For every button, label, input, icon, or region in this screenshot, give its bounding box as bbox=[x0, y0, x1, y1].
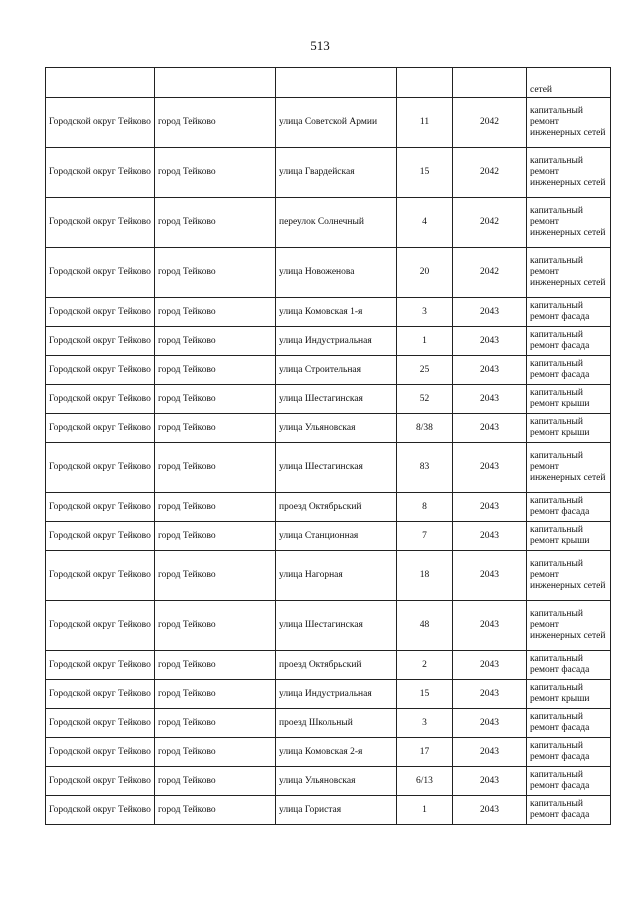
year-cell: 2042 bbox=[453, 148, 527, 198]
city-cell: город Тейково bbox=[155, 767, 276, 796]
year-cell: 2043 bbox=[453, 767, 527, 796]
repair-schedule-table bbox=[45, 67, 611, 825]
street-cell: улица Гористая bbox=[276, 796, 397, 825]
year-cell: 2043 bbox=[453, 522, 527, 551]
work-type-cell: капитальный ремонт фасада bbox=[527, 356, 611, 385]
page-number: 513 bbox=[310, 38, 330, 53]
district-cell: Городской округ Тейково bbox=[46, 248, 155, 298]
table-row bbox=[46, 148, 611, 198]
district-cell: Городской округ Тейково bbox=[46, 601, 155, 651]
work-type-cell: капитальный ремонт инженерных сетей bbox=[527, 98, 611, 148]
house-cell: 6/13 bbox=[397, 767, 453, 796]
house-cell: 18 bbox=[397, 551, 453, 601]
house-cell: 1 bbox=[397, 796, 453, 825]
house-cell: 2 bbox=[397, 651, 453, 680]
work-type-cell: капитальный ремонт крыши bbox=[527, 385, 611, 414]
house-cell: 8/38 bbox=[397, 414, 453, 443]
street-cell: улица Шестагинская bbox=[276, 385, 397, 414]
work-type-cell: капитальный ремонт фасада bbox=[527, 796, 611, 825]
table-row bbox=[46, 738, 611, 767]
table-body bbox=[46, 68, 611, 825]
year-cell: 2042 bbox=[453, 248, 527, 298]
street-cell: улица Ульяновская bbox=[276, 767, 397, 796]
table-row bbox=[46, 709, 611, 738]
district-cell: Городской округ Тейково bbox=[46, 709, 155, 738]
house-cell: 4 bbox=[397, 198, 453, 248]
city-cell: город Тейково bbox=[155, 796, 276, 825]
city-cell: город Тейково bbox=[155, 248, 276, 298]
table-row bbox=[46, 522, 611, 551]
work-type-cell: капитальный ремонт инженерных сетей bbox=[527, 443, 611, 493]
city-cell: город Тейково bbox=[155, 601, 276, 651]
street-cell: улица Индустриальная bbox=[276, 680, 397, 709]
street-cell: улица Станционная bbox=[276, 522, 397, 551]
district-cell: Городской округ Тейково bbox=[46, 738, 155, 767]
street-cell: переулок Солнечный bbox=[276, 198, 397, 248]
table-row bbox=[46, 651, 611, 680]
street-cell: улица Новоженова bbox=[276, 248, 397, 298]
house-cell: 3 bbox=[397, 298, 453, 327]
street-cell: проезд Октябрьский bbox=[276, 493, 397, 522]
work-type-cell: капитальный ремонт фасада bbox=[527, 493, 611, 522]
house-cell: 83 bbox=[397, 443, 453, 493]
table-row bbox=[46, 327, 611, 356]
table-row bbox=[46, 680, 611, 709]
house-cell: 1 bbox=[397, 327, 453, 356]
table-row-continuation bbox=[46, 68, 611, 98]
city-cell: город Тейково bbox=[155, 443, 276, 493]
street-cell: улица Шестагинская bbox=[276, 601, 397, 651]
work-type-cell: капитальный ремонт инженерных сетей bbox=[527, 601, 611, 651]
district-cell: Городской округ Тейково bbox=[46, 356, 155, 385]
table-row bbox=[46, 298, 611, 327]
work-type-cell: капитальный ремонт крыши bbox=[527, 522, 611, 551]
street-cell: улица Советской Армии bbox=[276, 98, 397, 148]
work-type-cell: капитальный ремонт крыши bbox=[527, 414, 611, 443]
work-type-cell: капитальный ремонт фасада bbox=[527, 767, 611, 796]
district-cell bbox=[46, 68, 155, 98]
house-cell: 20 bbox=[397, 248, 453, 298]
year-cell: 2043 bbox=[453, 738, 527, 767]
street-cell: улица Гвардейская bbox=[276, 148, 397, 198]
table-row bbox=[46, 414, 611, 443]
work-type-cell: капитальный ремонт инженерных сетей bbox=[527, 148, 611, 198]
district-cell: Городской округ Тейково bbox=[46, 767, 155, 796]
city-cell: город Тейково bbox=[155, 356, 276, 385]
city-cell bbox=[155, 68, 276, 98]
city-cell: город Тейково bbox=[155, 709, 276, 738]
house-cell: 15 bbox=[397, 680, 453, 709]
table-row bbox=[46, 248, 611, 298]
street-cell: улица Шестагинская bbox=[276, 443, 397, 493]
city-cell: город Тейково bbox=[155, 551, 276, 601]
year-cell: 2043 bbox=[453, 356, 527, 385]
city-cell: город Тейково bbox=[155, 148, 276, 198]
street-cell: улица Комовская 1-я bbox=[276, 298, 397, 327]
work-type-cell: капитальный ремонт фасада bbox=[527, 298, 611, 327]
city-cell: город Тейково bbox=[155, 651, 276, 680]
work-type-cell: капитальный ремонт фасада bbox=[527, 651, 611, 680]
year-cell: 2043 bbox=[453, 327, 527, 356]
year-cell bbox=[453, 68, 527, 98]
year-cell: 2043 bbox=[453, 601, 527, 651]
work-type-cell: капитальный ремонт фасада bbox=[527, 709, 611, 738]
work-type-cell: капитальный ремонт инженерных сетей bbox=[527, 248, 611, 298]
city-cell: город Тейково bbox=[155, 327, 276, 356]
district-cell: Городской округ Тейково bbox=[46, 651, 155, 680]
year-cell: 2043 bbox=[453, 385, 527, 414]
street-cell: улица Строительная bbox=[276, 356, 397, 385]
table-row bbox=[46, 601, 611, 651]
year-cell: 2043 bbox=[453, 443, 527, 493]
district-cell: Городской округ Тейково bbox=[46, 493, 155, 522]
house-cell: 11 bbox=[397, 98, 453, 148]
table-row bbox=[46, 198, 611, 248]
house-cell: 52 bbox=[397, 385, 453, 414]
house-cell: 17 bbox=[397, 738, 453, 767]
work-type-cell: капитальный ремонт инженерных сетей bbox=[527, 198, 611, 248]
house-cell: 8 bbox=[397, 493, 453, 522]
work-type-cell: сетей bbox=[527, 68, 611, 98]
work-type-cell: капитальный ремонт инженерных сетей bbox=[527, 551, 611, 601]
district-cell: Городской округ Тейково bbox=[46, 148, 155, 198]
street-cell bbox=[276, 68, 397, 98]
city-cell: город Тейково bbox=[155, 414, 276, 443]
district-cell: Городской округ Тейково bbox=[46, 298, 155, 327]
house-cell: 25 bbox=[397, 356, 453, 385]
street-cell: улица Индустриальная bbox=[276, 327, 397, 356]
year-cell: 2042 bbox=[453, 98, 527, 148]
year-cell: 2042 bbox=[453, 198, 527, 248]
street-cell: улица Комовская 2-я bbox=[276, 738, 397, 767]
work-type-cell: капитальный ремонт фасада bbox=[527, 327, 611, 356]
district-cell: Городской округ Тейково bbox=[46, 680, 155, 709]
house-cell: 7 bbox=[397, 522, 453, 551]
year-cell: 2043 bbox=[453, 298, 527, 327]
city-cell: город Тейково bbox=[155, 298, 276, 327]
city-cell: город Тейково bbox=[155, 738, 276, 767]
work-type-cell: капитальный ремонт крыши bbox=[527, 680, 611, 709]
district-cell: Городской округ Тейково bbox=[46, 551, 155, 601]
street-cell: проезд Школьный bbox=[276, 709, 397, 738]
year-cell: 2043 bbox=[453, 414, 527, 443]
district-cell: Городской округ Тейково bbox=[46, 443, 155, 493]
house-cell: 15 bbox=[397, 148, 453, 198]
street-cell: проезд Октябрьский bbox=[276, 651, 397, 680]
house-cell bbox=[397, 68, 453, 98]
district-cell: Городской округ Тейково bbox=[46, 414, 155, 443]
house-cell: 48 bbox=[397, 601, 453, 651]
table-row bbox=[46, 385, 611, 414]
year-cell: 2043 bbox=[453, 709, 527, 738]
district-cell: Городской округ Тейково bbox=[46, 385, 155, 414]
city-cell: город Тейково bbox=[155, 98, 276, 148]
year-cell: 2043 bbox=[453, 680, 527, 709]
table-row bbox=[46, 767, 611, 796]
district-cell: Городской округ Тейково bbox=[46, 796, 155, 825]
work-type-cell: капитальный ремонт фасада bbox=[527, 738, 611, 767]
house-cell: 3 bbox=[397, 709, 453, 738]
year-cell: 2043 bbox=[453, 551, 527, 601]
table-row bbox=[46, 443, 611, 493]
city-cell: город Тейково bbox=[155, 385, 276, 414]
street-cell: улица Нагорная bbox=[276, 551, 397, 601]
district-cell: Городской округ Тейково bbox=[46, 522, 155, 551]
city-cell: город Тейково bbox=[155, 522, 276, 551]
district-cell: Городской округ Тейково bbox=[46, 198, 155, 248]
table-row bbox=[46, 493, 611, 522]
district-cell: Городской округ Тейково bbox=[46, 98, 155, 148]
year-cell: 2043 bbox=[453, 493, 527, 522]
table-row bbox=[46, 356, 611, 385]
district-cell: Городской округ Тейково bbox=[46, 327, 155, 356]
city-cell: город Тейково bbox=[155, 680, 276, 709]
year-cell: 2043 bbox=[453, 796, 527, 825]
city-cell: город Тейково bbox=[155, 493, 276, 522]
table-row bbox=[46, 551, 611, 601]
table-row bbox=[46, 98, 611, 148]
year-cell: 2043 bbox=[453, 651, 527, 680]
city-cell: город Тейково bbox=[155, 198, 276, 248]
table-row bbox=[46, 796, 611, 825]
street-cell: улица Ульяновская bbox=[276, 414, 397, 443]
